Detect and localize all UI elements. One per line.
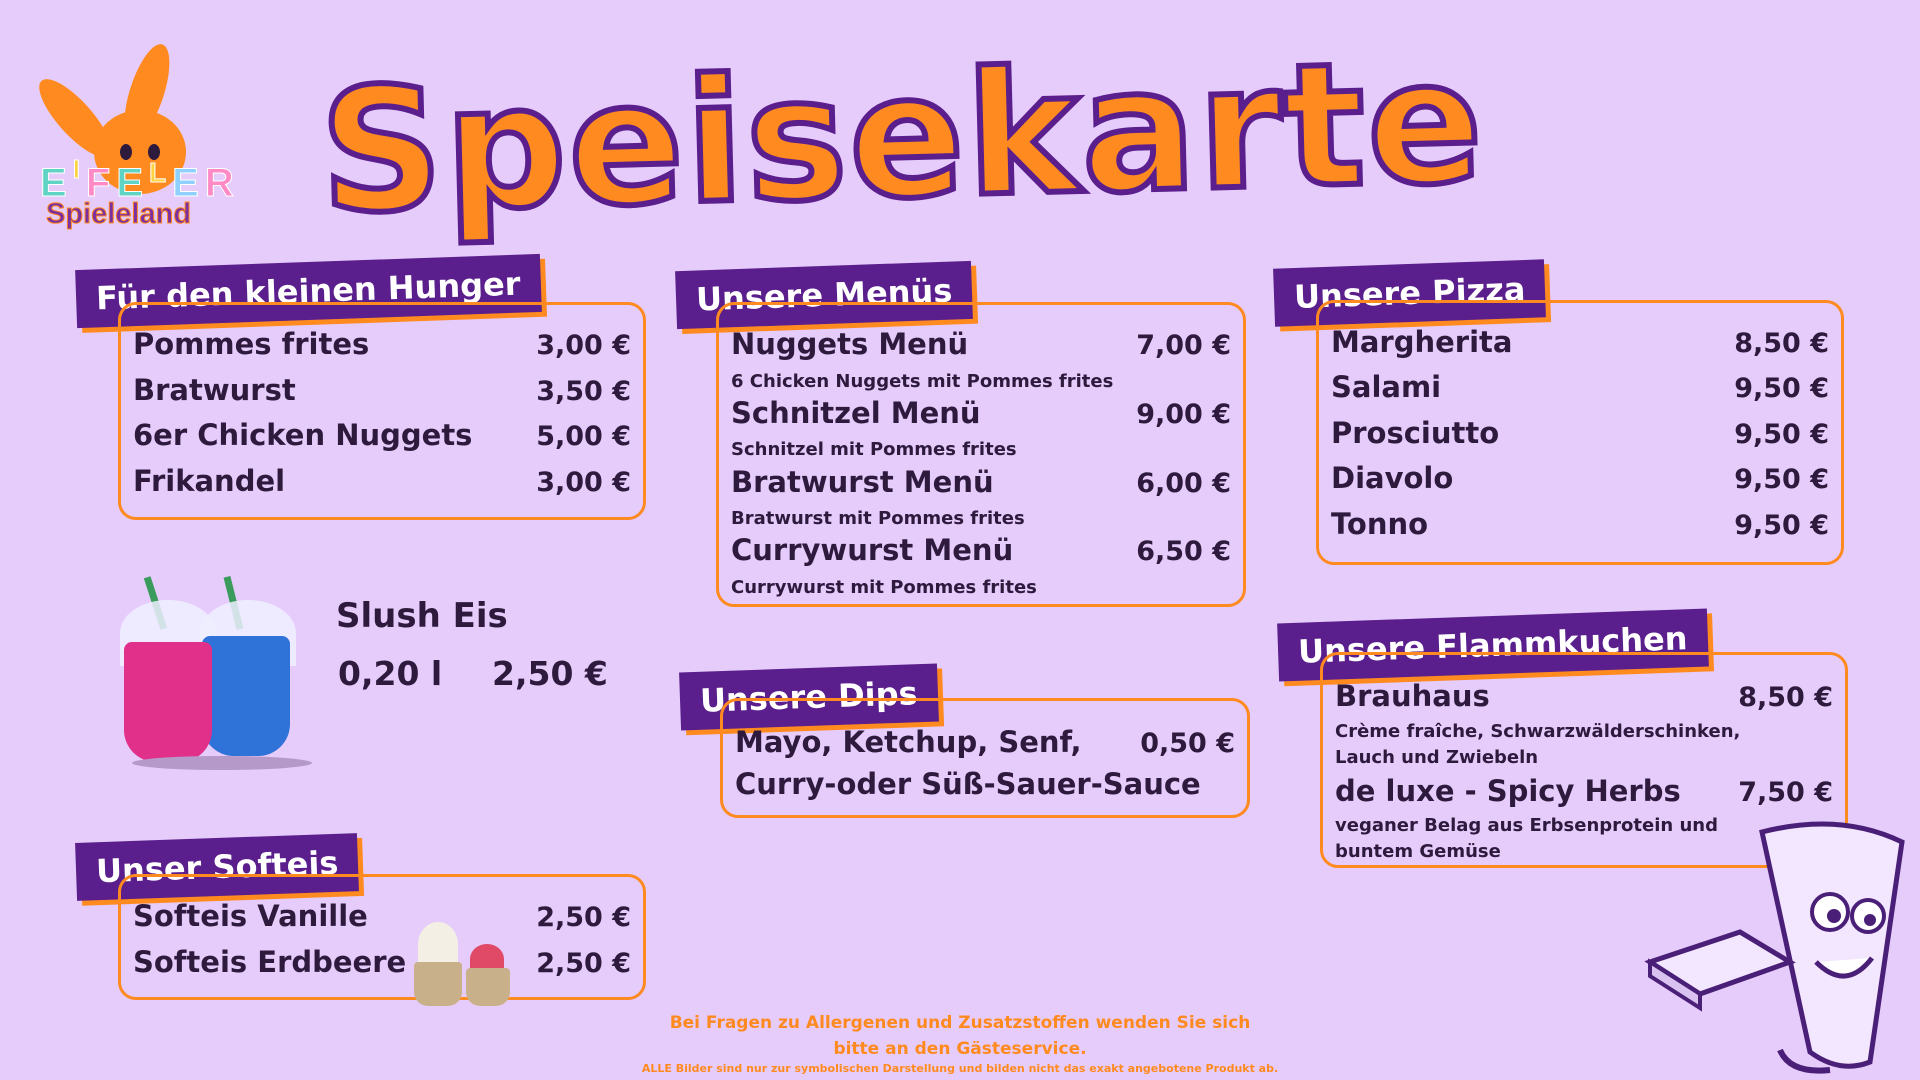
menu-item — [1331, 370, 1829, 404]
item-price: 3,50 € — [536, 376, 631, 407]
logo-subtitle: Spieleland — [46, 198, 192, 230]
item-price: 9,50 € — [1734, 510, 1829, 541]
item-price: 9,50 € — [1734, 464, 1829, 495]
item-name: Currywurst Menü — [731, 533, 1014, 567]
logo-letter: E — [172, 161, 205, 205]
page-title: Speisekarte — [317, 23, 1487, 252]
item-name: Bratwurst Menü — [731, 465, 994, 499]
item-price: 7,00 € — [1136, 330, 1231, 361]
allergen-notice — [560, 1010, 1360, 1062]
item-description: 6 Chicken Nuggets mit Pommes frites — [731, 371, 1114, 392]
menu-item — [133, 945, 631, 979]
logo-letter: R — [204, 161, 240, 205]
box-menus — [716, 302, 1246, 607]
blue-slush-cup — [202, 636, 290, 756]
item-name: Brauhaus — [1335, 679, 1490, 713]
footer-line: Bei Fragen zu Allergenen und Zusatzstoffen wenden Sie sich — [669, 1013, 1251, 1033]
menu-item — [133, 899, 631, 933]
item-name: Bratwurst — [133, 373, 296, 407]
pink-slush-cup — [124, 642, 212, 762]
eifeler-spieleland-logo — [38, 38, 268, 238]
item-name: Prosciutto — [1331, 416, 1500, 450]
item-description: Crème fraîche, Schwarzwälderschinken, — [1335, 721, 1741, 742]
logo-letter: E — [40, 161, 73, 205]
menu-item — [1331, 461, 1829, 495]
menu-item — [1331, 325, 1829, 359]
heading-menus: Unsere Menüs — [675, 261, 973, 329]
item-name: de luxe - Spicy Herbs — [1335, 774, 1681, 808]
menu-item — [735, 725, 1235, 759]
item-description: buntem Gemüse — [1335, 841, 1501, 862]
box-dips — [720, 698, 1250, 818]
item-description: Schnitzel mit Pommes frites — [731, 439, 1017, 460]
item-name: Frikandel — [133, 464, 286, 498]
heading-kleiner-hunger: Für den kleinen Hunger — [75, 254, 541, 328]
slush-heading: Slush Eis — [336, 596, 508, 636]
item-price: 3,00 € — [536, 330, 631, 361]
item-name: Pommes frites — [133, 327, 370, 361]
logo-letter: E — [116, 161, 150, 205]
item-name: Mayo, Ketchup, Senf, — [735, 725, 1082, 759]
item-price: 0,50 € — [1140, 728, 1235, 759]
menu-item — [1335, 774, 1833, 808]
item-price: 8,50 € — [1738, 682, 1833, 713]
item-price: 9,50 € — [1734, 373, 1829, 404]
item-name: Curry-oder Süß-Sauer-Sauce — [735, 767, 1201, 801]
logo-letter: L — [149, 157, 173, 188]
menu-item — [1331, 416, 1829, 450]
box-kleiner-hunger — [118, 302, 646, 520]
softeis-image — [404, 912, 524, 1022]
item-price: 7,50 € — [1738, 777, 1833, 808]
item-name: Schnitzel Menü — [731, 396, 981, 430]
item-price: 8,50 € — [1734, 328, 1829, 359]
item-name: Nuggets Menü — [731, 327, 969, 361]
item-price: 9,00 € — [1136, 399, 1231, 430]
shadow — [132, 756, 312, 770]
item-price: 6,00 € — [1136, 468, 1231, 499]
box-softeis — [118, 874, 646, 1000]
item-price: 2,50 € — [536, 948, 631, 979]
menu-item — [133, 373, 631, 407]
slush-size: 0,20 l — [338, 654, 443, 693]
slush-image — [112, 570, 332, 770]
menu-item-line — [735, 767, 1235, 801]
ice-cup — [414, 962, 462, 1006]
item-price: 3,00 € — [536, 467, 631, 498]
item-name: Softeis Vanille — [133, 899, 368, 933]
item-description: veganer Belag aus Erbsenprotein und — [1335, 815, 1718, 836]
menu-item — [133, 327, 631, 361]
heading-pizza: Unsere Pizza — [1273, 259, 1546, 326]
item-name: Salami — [1331, 370, 1442, 404]
menu-item — [1331, 507, 1829, 541]
item-price: 5,00 € — [536, 421, 631, 452]
menu-item — [133, 418, 631, 452]
image-disclaimer: ALLE Bilder sind nur zur symbolischen Darstellung und bilden nicht das exakt angebotene Produkt ab. — [641, 1062, 1279, 1075]
logo-letter: I — [72, 154, 86, 184]
pizza-mascot-icon — [1640, 812, 1920, 1080]
item-description: Lauch und Zwiebeln — [1335, 747, 1539, 768]
heading-softeis: Unser Softeis — [75, 833, 359, 901]
box-pizza — [1316, 300, 1844, 565]
item-name: Softeis Erdbeere — [133, 945, 407, 979]
menu-item — [1335, 679, 1833, 713]
item-price: 6,50 € — [1136, 536, 1231, 567]
item-description: Currywurst mit Pommes frites — [731, 577, 1037, 598]
footer-line: bitte an den Gästeservice. — [833, 1039, 1087, 1059]
item-name: Tonno — [1331, 507, 1429, 541]
item-price: 2,50 € — [536, 902, 631, 933]
slush-price: 2,50 € — [492, 654, 608, 693]
menu-item — [731, 533, 1231, 567]
ice-cup — [466, 968, 510, 1006]
menu-item — [731, 465, 1231, 499]
vanilla-swirl — [418, 922, 458, 966]
logo-letter: F — [85, 161, 117, 205]
heading-flammkuchen: Unsere Flammkuchen — [1277, 609, 1708, 682]
item-name: 6er Chicken Nuggets — [133, 418, 473, 452]
menu-item — [731, 327, 1231, 361]
heading-dips: Unsere Dips — [679, 664, 938, 731]
item-name: Diavolo — [1331, 461, 1454, 495]
menu-item — [133, 464, 631, 498]
item-price: 9,50 € — [1734, 419, 1829, 450]
menu-item — [731, 396, 1231, 430]
item-name: Margherita — [1331, 325, 1513, 359]
item-description: Bratwurst mit Pommes frites — [731, 508, 1025, 529]
